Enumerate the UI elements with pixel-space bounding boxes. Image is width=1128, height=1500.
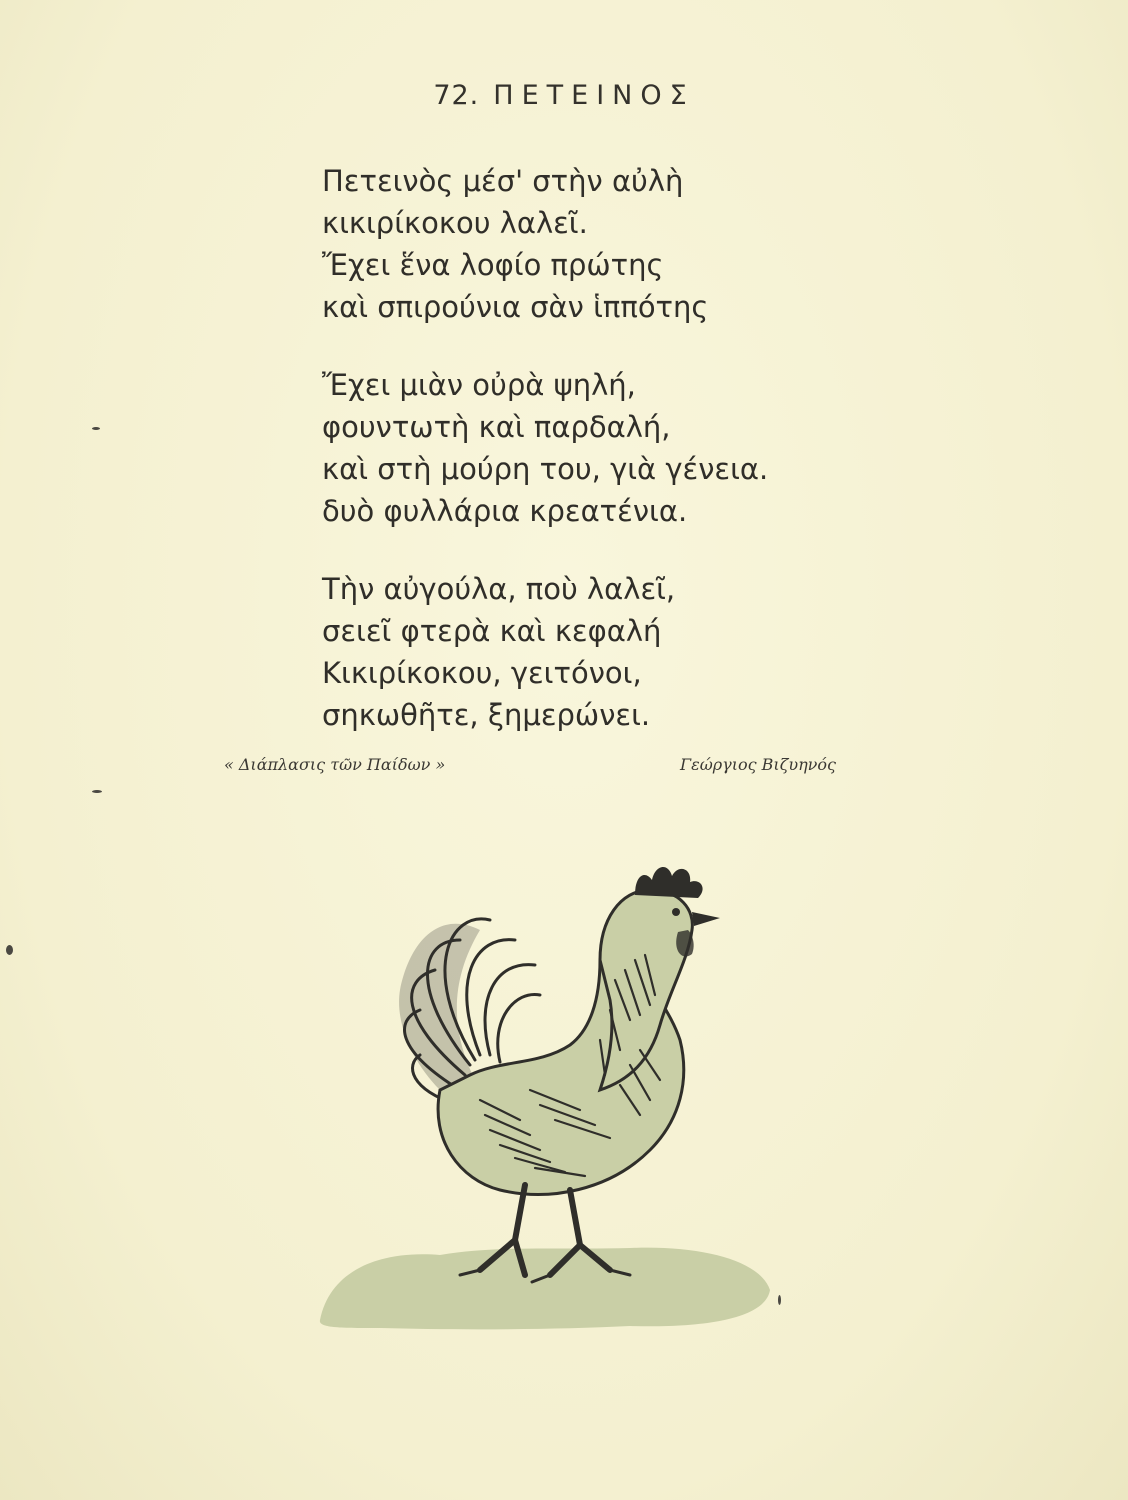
ground-patch (320, 1248, 770, 1330)
poem-body (322, 160, 882, 772)
poem-source: « Διάπλασις τῶν Παίδων » (224, 755, 446, 774)
poem-line: σειεῖ φτερὰ καὶ κεφαλή (322, 614, 662, 648)
stanza-1 (322, 160, 882, 328)
poem-line: Πετεινὸς μέσ' στὴν αὐλὴ (322, 164, 684, 198)
poem-line: σηκωθῆτε, ξημερώνει. (322, 698, 651, 732)
scan-speck (778, 1295, 781, 1305)
poem-line: κικιρίκοκου λαλεῖ. (322, 206, 588, 240)
stanza-3 (322, 568, 882, 736)
scan-speck (6, 945, 13, 955)
poem-line: Ἔχει μιὰν οὐρὰ ψηλή, (322, 368, 636, 402)
poem-number: 72. (433, 80, 480, 111)
rooster-comb (635, 867, 703, 898)
scan-speck (92, 427, 100, 430)
poem-line: δυὸ φυλλάρια κρεατένια. (322, 494, 688, 528)
poem-line: φουντωτὴ καὶ παρδαλή, (322, 410, 671, 444)
poem-line: καὶ σπιρούνια σὰν ἱππότης (322, 290, 709, 324)
rooster-illustration (300, 850, 780, 1330)
scan-speck (92, 790, 102, 793)
poem-line: Ἔχει ἕνα λοφίο πρώτης (322, 248, 664, 282)
poem-line: καὶ στὴ μούρη του, γιὰ γένεια. (322, 452, 769, 486)
poem-line: Τὴν αὐγούλα, ποὺ λαλεῖ, (322, 572, 676, 606)
page-title (0, 80, 1128, 111)
stanza-2 (322, 364, 882, 532)
poem-title: ΠΕΤΕΙΝΟΣ (493, 80, 695, 111)
poem-author: Γεώργιος Βιζυηνός (680, 755, 836, 774)
poem-line: Κικιρίκοκου, γειτόνοι, (322, 656, 642, 690)
